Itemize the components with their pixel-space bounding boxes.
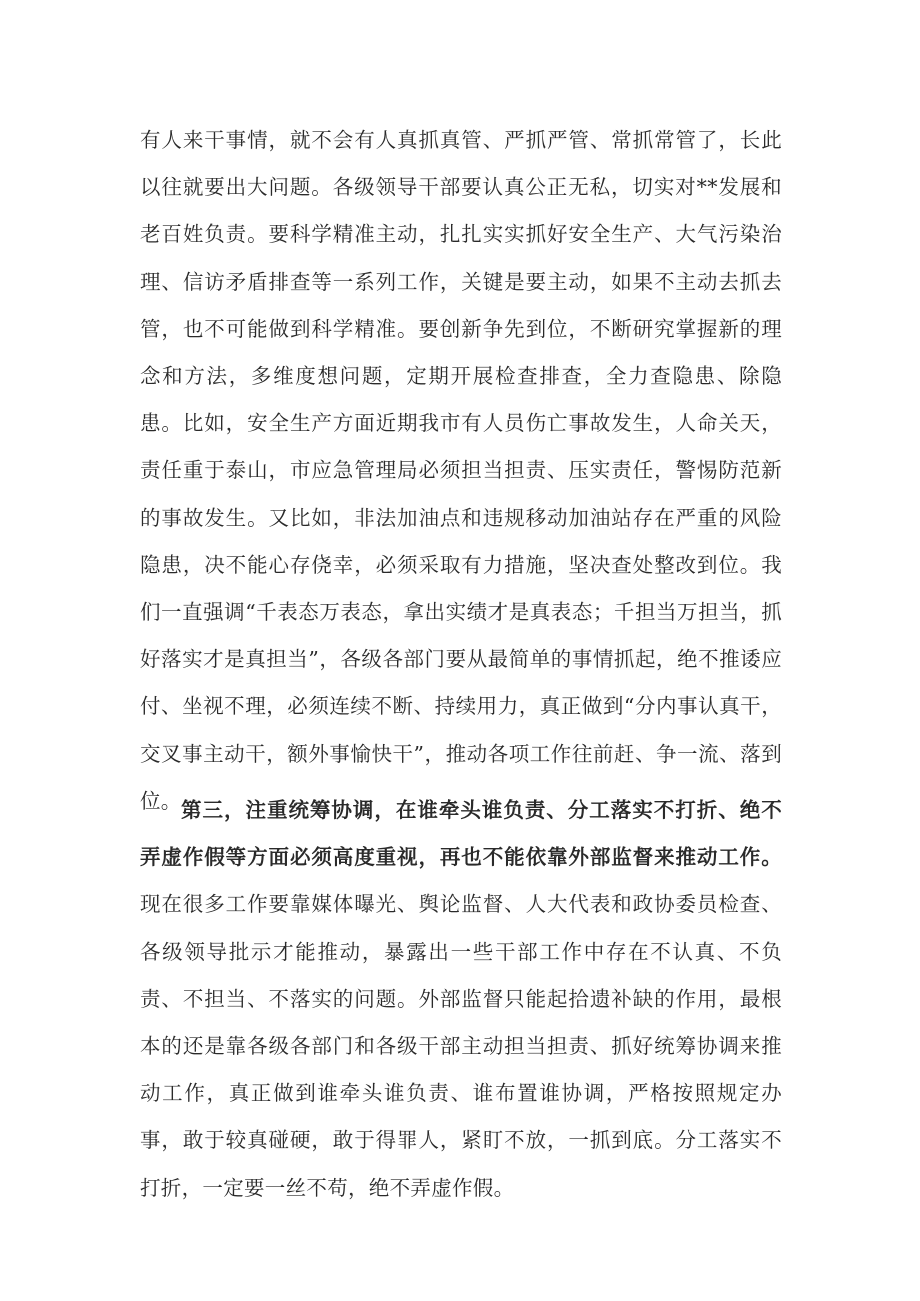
paragraph-2: [140, 787, 782, 1212]
body-text-continued: [140, 117, 782, 825]
body-text-section-three: [140, 787, 782, 1212]
paragraph-2-lead: 第三，注重统筹协调，在谁牵头谁负责、分工落实不打折、绝不弄虚作假等方面必须高度重视，再也不能依靠外部监督来推动工作。: [140, 798, 782, 870]
paragraph-1: 有人来干事情，就不会有人真抓真管、严抓严管、常抓常管了，长此以往就要出大问题。各级领导干部要认真公正无私，切实对**发展和老百姓负责。要科学精准主动，扎扎实实抓好安全生产、大气污染治理、信访矛盾排查等一系列工作，关键是要主动，如果不主动去抓去管，也不可能做到科学精准。要创新争先到位，不断研究掌握新的理念和方法，多维度想问题，定期开展检查排查，全力查隐患、除隐患。比如，安全生产方面近期我市有人员伤亡事故发生，人命关天，责任重于泰山，市应急管理局必须担当担责、压实责任，警惕防范新的事故发生。又比如，非法加油点和违规移动加油站存在严重的风险隐患，决不能心存侥幸，必须采取有力措施，坚决查处整改到位。我们一直强调“千表态万表态，拿出实绩才是真表态；千担当万担当，抓好落实才是真担当”，各级各部门要从最简单的事情抓起，绝不推诿应付、坐视不理，必须连续不断、持续用力，真正做到“分内事认真干，交叉事主动干，额外事愉快干”，推动各项工作往前赶、争一流、落到位。: [140, 128, 782, 813]
paragraph-2-body: 现在很多工作要靠媒体曝光、舆论监督、人大代表和政协委员检查、各级领导批示才能推动，暴露出一些干部工作中存在不认真、不负责、不担当、不落实的问题。外部监督只能起拾遗补缺的作用，最根本的还是靠各级各部门和各级干部主动担当担责、抓好统筹协调来推动工作，真正做到谁牵头谁负责、谁布置谁协调，严格按照规定办事，敢于较真碰硬，敢于得罪人，紧盯不放，一抓到底。分工落实不打折，一定要一丝不苟，绝不弄虚作假。: [140, 892, 782, 1200]
